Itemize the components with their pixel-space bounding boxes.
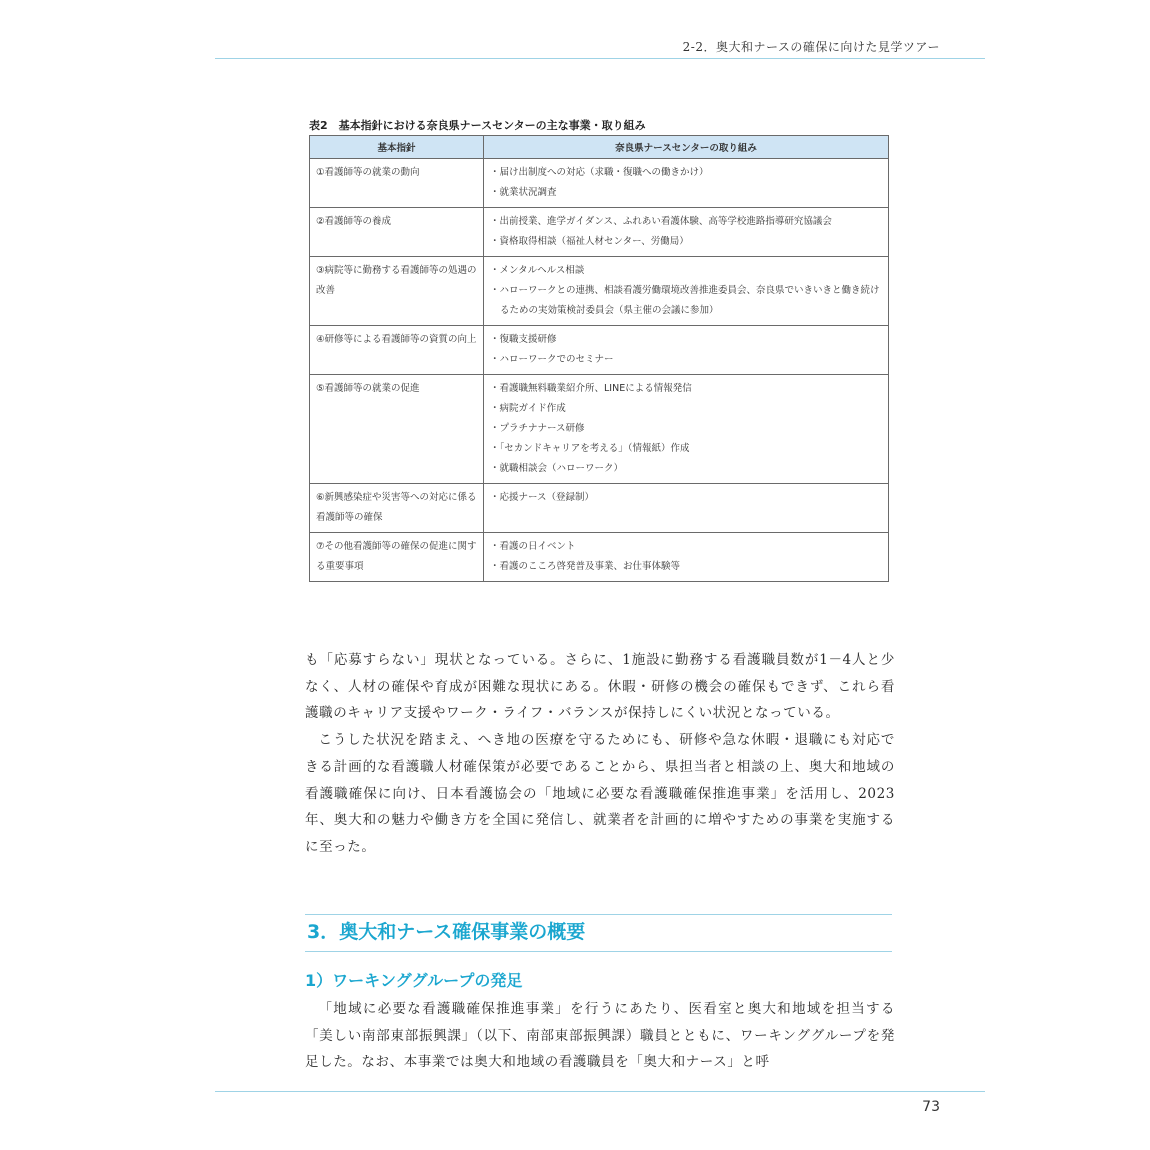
table-row (310, 208, 889, 257)
policy-cell: ④研修等による看護師等の資質の向上 (310, 326, 484, 375)
table-header-row (310, 136, 889, 159)
initiative-item: ・ 看護の日イベント (490, 537, 882, 557)
table-row (310, 159, 889, 208)
page-number: 73 (922, 1099, 940, 1115)
initiative-item: ・ 就業状況調査 (490, 183, 882, 203)
initiative-cell (484, 484, 889, 533)
header-rule (215, 58, 985, 59)
initiative-cell (484, 375, 889, 484)
policy-cell: ⑥新興感染症や災害等への対応に係る看護師等の確保 (310, 484, 484, 533)
initiative-item: ・ 看護職無料職業紹介所、LINEによる情報発信 (490, 379, 882, 399)
table-row (310, 326, 889, 375)
table-row (310, 533, 889, 582)
subsection-heading: 1）ワーキンググループの発足 (305, 971, 523, 990)
table-caption: 表2 基本指針における奈良県ナースセンターの主な事業・取り組み (309, 119, 646, 132)
section-paragraph: 「地域に必要な看護職確保推進事業」を行うにあたり、医看室と奥大和地域を担当する「美しい南部東部振興課」（以下、南部東部振興課）職員とともに、ワーキンググループを発足した。なお、本事業では奥大和地域の看護職員を「奥大和ナース」と呼 (305, 1001, 895, 1071)
section-heading: 3．奥大和ナース確保事業の概要 (305, 914, 892, 952)
table-row (310, 484, 889, 533)
initiative-cell (484, 257, 889, 326)
initiative-item: ・ 病院ガイド作成 (490, 399, 882, 419)
initiative-item: ・ 「セカンドキャリアを考える」（情報紙）作成 (490, 439, 882, 459)
policy-cell: ⑤看護師等の就業の促進 (310, 375, 484, 484)
section-text-block (305, 996, 895, 1076)
initiative-item: ・ 応援ナース（登録制） (490, 488, 882, 508)
column-header-policy: 基本指針 (310, 136, 484, 159)
initiative-item: ・ 届け出制度への対応（求職・復職への働きかけ） (490, 163, 882, 183)
initiative-cell (484, 533, 889, 582)
initiative-item: ・ 出前授業、進学ガイダンス、ふれあい看護体験、高等学校進路指導研究協議会 (490, 212, 882, 232)
running-header: 2-2．奥大和ナースの確保に向けた見学ツアー (682, 40, 940, 54)
body-paragraph: も「応募すらない」現状となっている。さらに、1施設に勤務する看護職員数が1－4人と少なく、人材の確保や育成が困難な現状にある。休暇・研修の機会の確保もできず、これら看護職のキャリア支援やワーク・ライフ・バランスが保持しにくい状況となっている。 (305, 652, 895, 722)
body-paragraph: こうした状況を踏まえ、へき地の医療を守るためにも、研修や急な休暇・退職にも対応できる計画的な看護職人材確保策が必要であることから、県担当者と相談の上、奥大和地域の看護職確保に向け、日本看護協会の「地域に必要な看護職確保推進事業」を活用し、2023年、奥大和の魅力や働き方を全国に発信し、就業者を計画的に増やすための事業を実施するに至った。 (305, 732, 895, 855)
policy-cell: ③病院等に勤務する看護師等の処遇の改善 (310, 257, 484, 326)
initiative-cell (484, 208, 889, 257)
policy-table (309, 135, 889, 582)
initiative-item: ・ 看護のこころ啓発普及事業、お仕事体験等 (490, 557, 882, 577)
initiative-item: ・ 復職支援研修 (490, 330, 882, 350)
column-header-initiative: 奈良県ナースセンターの取り組み (484, 136, 889, 159)
initiative-item: ・ 就職相談会（ハローワーク） (490, 459, 882, 479)
initiative-item: ・ ハローワークとの連携、相談看護労働環境改善推進委員会、奈良県でいきいきと働き続けるための実効策検討委員会（県主催の会議に参加） (490, 281, 882, 321)
initiative-item: ・ メンタルヘルス相談 (490, 261, 882, 281)
table-row (310, 375, 889, 484)
policy-cell: ①看護師等の就業の動向 (310, 159, 484, 208)
initiative-cell (484, 159, 889, 208)
initiative-cell (484, 326, 889, 375)
policy-cell: ⑦その他看護師等の確保の促進に関する重要事項 (310, 533, 484, 582)
table-row (310, 257, 889, 326)
initiative-item: ・ 資格取得相談（福祉人材センター、労働局） (490, 232, 882, 252)
initiative-item: ・ プラチナナース研修 (490, 419, 882, 439)
body-text-block (305, 647, 895, 861)
initiative-item: ・ ハローワークでのセミナー (490, 350, 882, 370)
footer-rule (215, 1091, 985, 1092)
policy-cell: ②看護師等の養成 (310, 208, 484, 257)
